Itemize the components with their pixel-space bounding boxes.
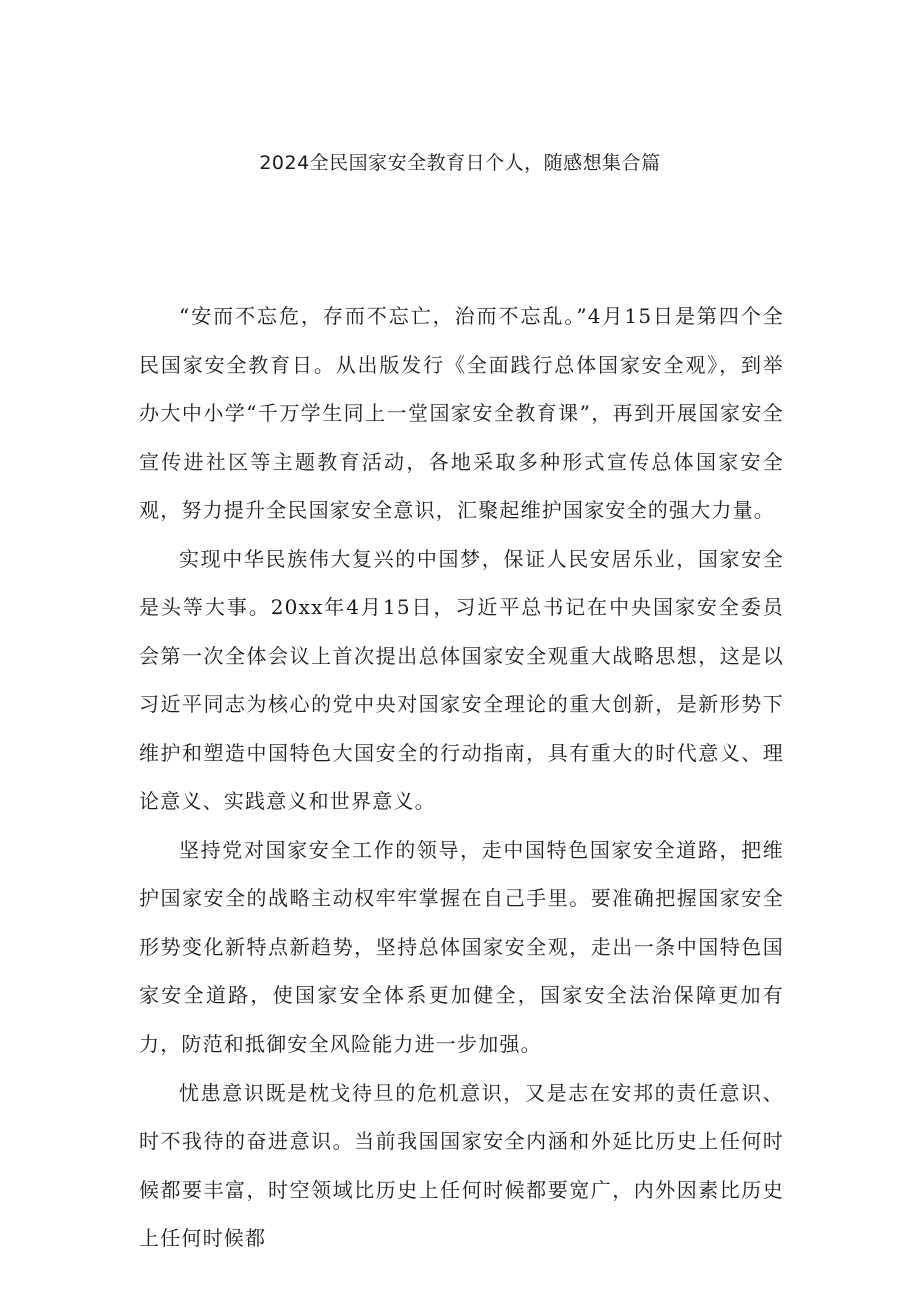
paragraph-2: 实现中华民族伟大复兴的中国梦，保证人民安居乐业，国家安全是头等大事。20xx年4月15日，习近平总书记在中央国家安全委员会第一次全体会议上首次提出总体国家安全观重大战略思想，这是以习近平同志为核心的党中央对国家安全理论的重大创新，是新形势下维护和塑造中国特色大国安全的行动指南，具有重大的时代意义、理论意义、实践意义和世界意义。 bbox=[139, 546, 784, 814]
paragraph-3: 坚持党对国家安全工作的领导，走中国特色国家安全道路，把维护国家安全的战略主动权牢牢掌握在自己手里。要准确把握国家安全形势变化新特点新趋势，坚持总体国家安全观，走出一条中国特色国家安全道路，使国家安全体系更加健全，国家安全法治保障更加有力，防范和抵御安全风险能力进一步加强。 bbox=[139, 837, 784, 1056]
document-title: 2024全民国家安全教育日个人，随感想集合篇 bbox=[259, 152, 661, 174]
document-body bbox=[139, 292, 784, 1263]
paragraph-1: “安而不忘危，存而不忘亡，治而不忘乱。”4月15日是第四个全民国家安全教育日。从出版发行《全面践行总体国家安全观》，到举办大中小学“千万学生同上一堂国家安全教育课”，再到开展国家安全宣传进社区等主题教育活动，各地采取多种形式宣传总体国家安全观，努力提升全民国家安全意识，汇聚起维护国家安全的强大力量。 bbox=[139, 304, 784, 522]
paragraph-4: 忧患意识既是枕戈待旦的危机意识，又是志在安邦的责任意识、时不我待的奋进意识。当前我国国家安全内涵和外延比历史上任何时候都要丰富，时空领域比历史上任何时候都要宽广，内外因素比历史上任何时候都 bbox=[139, 1080, 784, 1251]
